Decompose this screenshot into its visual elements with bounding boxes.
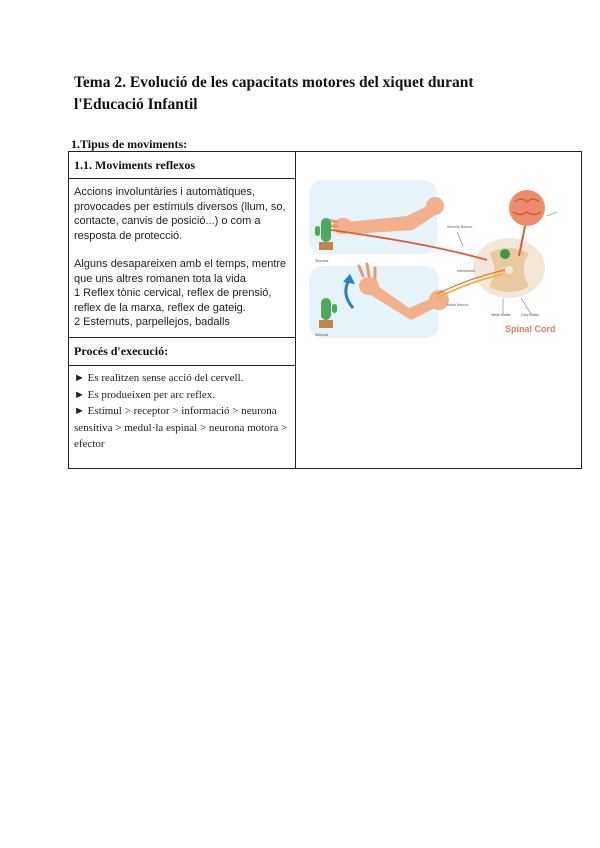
reflex-line-1: Alguns desapareixen amb el temps, mentre que uns altres romanen tota la vida: [74, 258, 287, 285]
reflex-line-3: 2 Esternuts, parpellejos, badalls: [74, 316, 230, 328]
document-title: [74, 72, 534, 116]
reflex-heading: 1.1. Moviments reflexos: [74, 158, 196, 172]
title-line-2: l'Educació Infantil: [74, 96, 198, 113]
row-divider-3: [69, 365, 296, 366]
procedure-item: ► Es produeixen per arc reflex.: [74, 388, 215, 401]
illustration-label: Grey Matter: [521, 313, 540, 317]
procedure-list: [74, 370, 289, 453]
row-divider-2: [69, 337, 296, 338]
reflex-line-2: 1 Reflex tònic cervical, reflex de prensió, reflex de la marxa, reflex de gateig.: [74, 287, 272, 314]
procedure-item: ► Estímul > receptor > informació > neurona sensitiva > medul·la espinal > neurona motora > efector: [74, 405, 288, 450]
column-divider: [295, 152, 296, 468]
illustration-label: White Matter: [491, 313, 511, 317]
reflex-arc-illustration: [307, 176, 579, 344]
title-line-1: Tema 2. Evolució de les capacitats motores del xiquet durant: [74, 74, 474, 91]
row-divider-1: [69, 178, 296, 179]
spinal-cord: [473, 238, 545, 298]
procedure-heading: Procés d'execució:: [74, 344, 169, 358]
illustration-label: Stimulus: [315, 333, 329, 337]
reflex-description: Accions involuntàries i automàtiques, provocades per estímuls diversos (llum, so, contacte, canvis de posició...) o com a resposta de protecció.: [74, 186, 286, 242]
content-table: [68, 151, 582, 469]
section-heading: 1.Tipus de moviments:: [71, 137, 188, 151]
procedure-item: ► Es realitzen sense acció del cervell.: [74, 372, 244, 384]
spinal-cord-caption: Spinal Cord: [505, 324, 556, 334]
illustration-label: Stimulus: [315, 259, 329, 263]
reflex-body: [74, 185, 289, 330]
illustration-label: Motor Neuron: [447, 303, 469, 307]
illustration-label: Sensory Neuron: [447, 225, 473, 229]
illustration-label: Interneuron: [457, 269, 475, 273]
